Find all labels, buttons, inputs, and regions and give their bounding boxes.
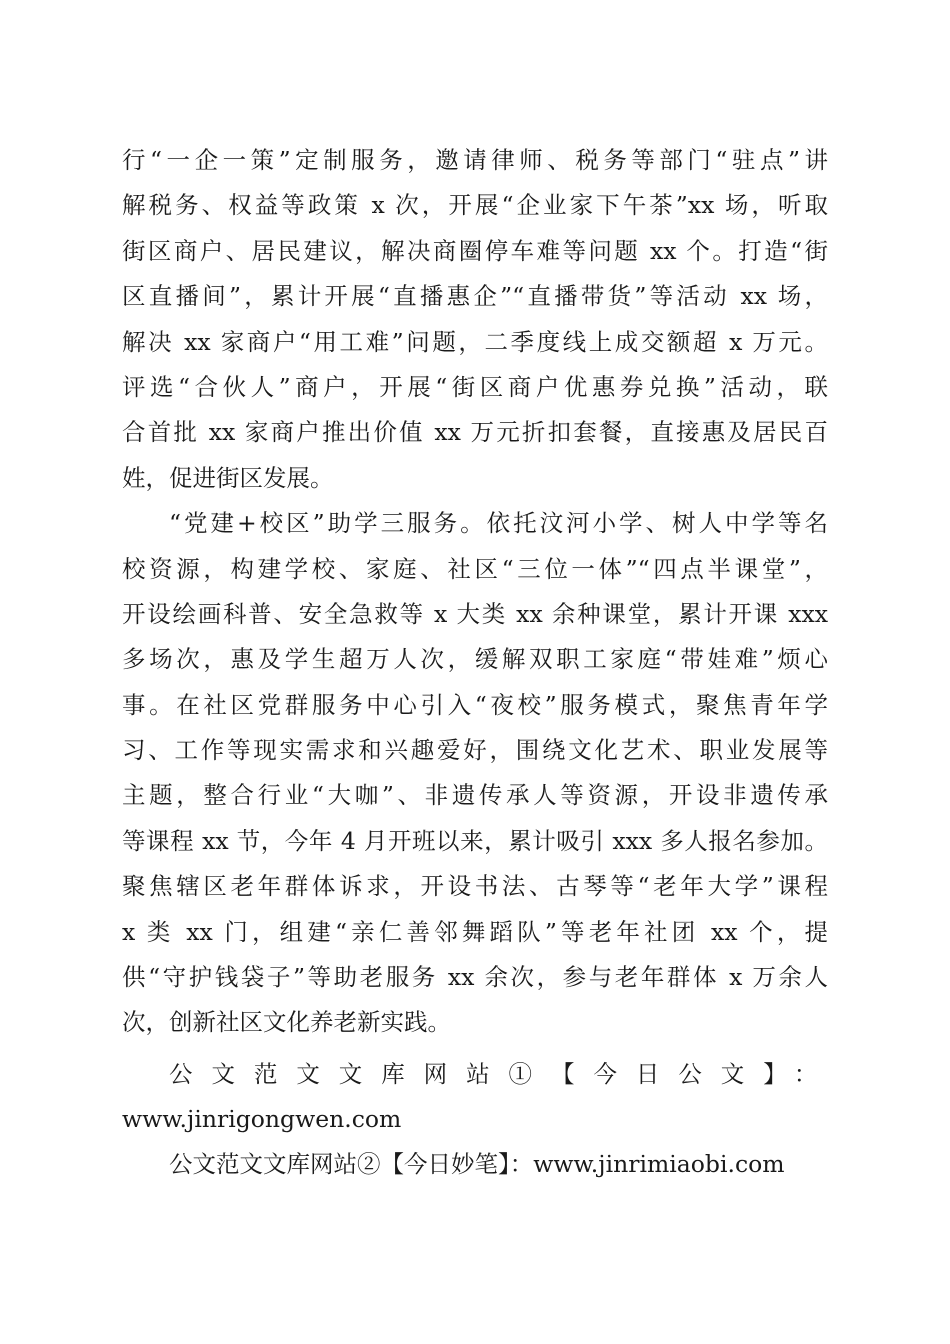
paragraph-business-services [122,138,828,501]
text-line: 区直播间”，累计开展“直播惠企”“直播带货”等活动 xx 场， [122,282,828,311]
footer-site2-text[interactable]: 公文范文文库网站②【今日妙笔】：www.jinrimiaobi.com [169,1149,785,1178]
text-line: “党建+校区”助学三服务。依托汶河小学、树人中学等名 [169,509,828,538]
text-line: 解税务、权益等政策 x 次，开展“企业家下午茶”xx 场，听取 [122,191,828,220]
text-line: 等课程 xx 节，今年 4 月开班以来，累计吸引 xxx 多人报名参加。 [122,826,828,855]
text-line: 次，创新社区文化养老新实践。 [122,1008,451,1037]
text-line: 街区商户、居民建议，解决商圈停车难等问题 xx 个。打造“街 [122,236,828,265]
footer-site1-label: 公文范文文库网站①【今日公文】： [169,1059,828,1088]
text-line: 习、工作等现实需求和兴趣爱好，围绕文化艺术、职业发展等 [122,736,828,765]
text-line: 合首批 xx 家商户推出价值 xx 万元折扣套餐，直接惠及居民百 [122,418,828,447]
text-line: 主题，整合行业“大咖”、非遗传承人等资源，开设非遗传承 [122,781,828,810]
paragraph-education-services [122,501,828,1046]
text-line: x 类 xx 门，组建“亲仁善邻舞蹈队”等老年社团 xx 个，提 [122,917,828,946]
footer-site1-url[interactable]: www.jinrigongwen.com [122,1104,402,1133]
text-line: 解决 xx 家商户“用工难”问题，二季度线上成交额超 x 万元。 [122,327,828,356]
document-page [122,138,828,1187]
text-line: 行“一企一策”定制服务，邀请律师、税务等部门“驻点”讲 [122,146,828,174]
text-line: 评选“合伙人”商户，开展“街区商户优惠券兑换”活动，联 [122,372,828,401]
footer-links [122,1052,828,1187]
text-line: 多场次，惠及学生超万人次，缓解双职工家庭“带娃难”烦心 [122,645,828,674]
text-line: 姓，促进街区发展。 [122,463,334,492]
text-line: 聚焦辖区老年群体诉求，开设书法、古琴等“老年大学”课程 [122,872,828,901]
text-line: 开设绘画科普、安全急救等 x 大类 xx 余种课堂，累计开课 xxx [122,599,828,628]
text-line: 事。在社区党群服务中心引入“夜校”服务模式，聚焦青年学 [122,690,828,719]
text-line: 校资源，构建学校、家庭、社区“三位一体”“四点半课堂”， [122,554,828,583]
text-line: 供“守护钱袋子”等助老服务 xx 余次，参与老年群体 x 万余人 [122,963,828,992]
